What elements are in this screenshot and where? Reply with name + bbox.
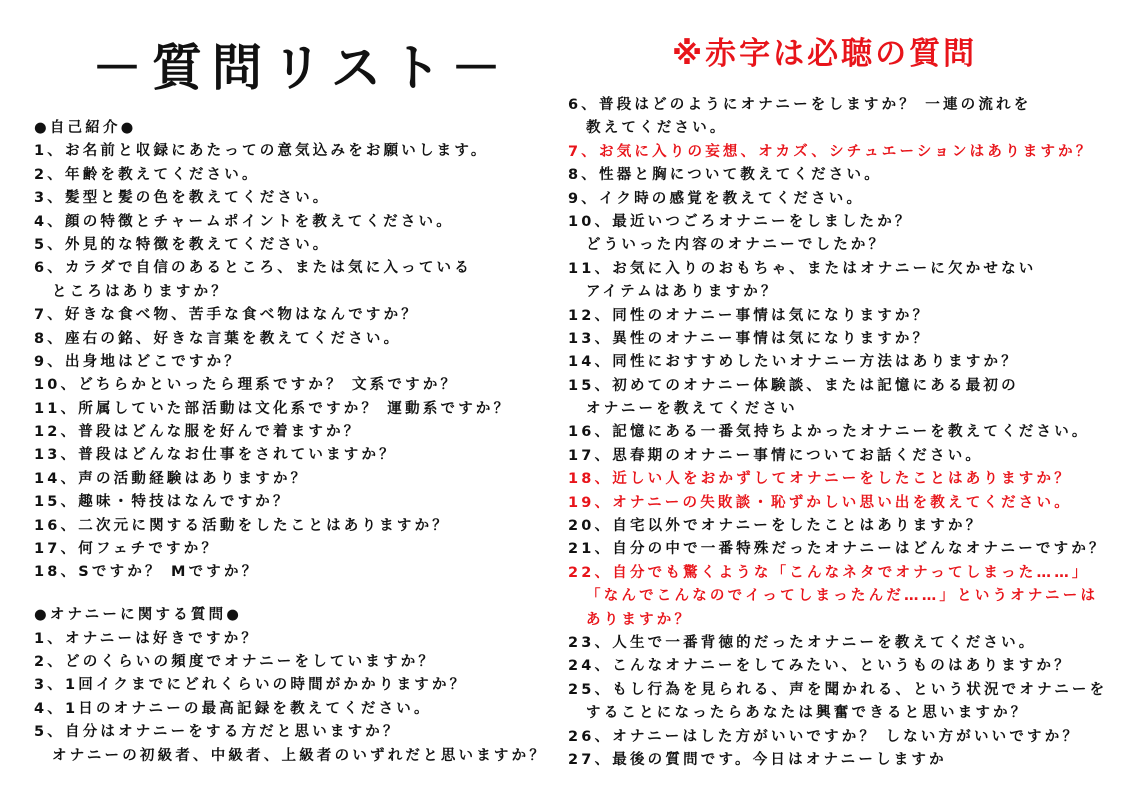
left-column	[34, 117, 547, 768]
question-item: 13、異性のオナニー事情は気になりますか？	[568, 330, 931, 347]
question-item: 1、オナニーは好きですか？	[34, 630, 260, 647]
question-item: 9、出身地はどこですか？	[34, 353, 242, 370]
question-item: 17、思春期のオナニー事情についてお話ください。	[568, 447, 984, 464]
question-item: 10、どちらかといったら理系ですか？ 文系ですか？	[34, 377, 459, 394]
question-item: 5、自分はオナニーをする方だと思いますか？	[34, 724, 401, 741]
question-item: 12、普段はどんな服を好んで着ますか？	[34, 424, 362, 441]
question-item: 16、二次元に関する活動をしたことはありますか？	[34, 517, 450, 534]
question-item: 11、お気に入りのおもちゃ、またはオナニーに欠かせない	[568, 260, 1037, 277]
question-item: 21、自分の中で一番特殊だったオナニーはどんなオナニーですか？	[568, 541, 1107, 558]
question-item: 1、お名前と収録にあたっての意気込みをお願いします。	[34, 143, 489, 160]
question-item: 12、同性のオナニー事情は気になりますか？	[568, 307, 931, 324]
question-item: 14、同性におすすめしたいオナニー方法はありますか？	[568, 354, 1019, 371]
required-question-item: 19、オナニーの失敗談・恥ずかしい思い出を教えてください。	[568, 494, 1072, 511]
question-item: オナニーを教えてください	[586, 401, 798, 418]
question-item: 4、顔の特徴とチャームポイントを教えてください。	[34, 213, 454, 230]
question-item: することになったらあなたは興奮できると思いますか？	[586, 705, 1029, 722]
question-item: 2、どのくらいの頻度でオナニーをしていますか？	[34, 654, 437, 671]
question-item: 8、性器と胸について教えてください。	[568, 167, 882, 184]
question-item: 5、外見的な特徴を教えてください。	[34, 236, 331, 253]
right-column	[568, 94, 1107, 772]
question-item: 26、オナニーはした方がいいですか？ しない方がいいですか？	[568, 728, 1081, 745]
required-question-item: ありますか？	[586, 611, 693, 628]
required-question-item: 22、自分でも驚くような「こんなネタでオナってしまった……」	[568, 564, 1090, 581]
question-item: ところはありますか？	[52, 283, 229, 300]
section-heading: ●オナニーに関する質問●	[34, 607, 243, 624]
question-item: 13、普段はどんなお仕事をされていますか？	[34, 447, 397, 464]
question-item: どういった内容のオナニーでしたか？	[586, 237, 887, 254]
question-item: 10、最近いつごろオナニーをしましたか？	[568, 213, 913, 230]
question-item: 16、記憶にある一番気持ちよかったオナニーを教えてください。	[568, 424, 1090, 441]
question-item: 20、自宅以外でオナニーをしたことはありますか？	[568, 518, 984, 535]
required-question-item: 「なんでこんなのでイってしまったんだ……」というオナニーは	[586, 588, 1099, 605]
question-item: 6、普段はどのようにオナニーをしますか？ 一連の流れを	[568, 97, 1032, 113]
question-item: 11、所属していた部活動は文化系ですか？ 運動系ですか？	[34, 400, 512, 417]
page-title: －質問リスト－	[92, 39, 511, 97]
question-item: 15、初めてのオナニー体験談、または記憶にある最初の	[568, 377, 1019, 394]
section-gap	[34, 585, 547, 605]
question-item: 3、髪型と髪の色を教えてください。	[34, 190, 331, 207]
section-heading: ●自己紹介●	[34, 120, 137, 136]
question-item: 2、年齢を教えてください。	[34, 166, 260, 183]
question-item: 教えてください。	[586, 120, 728, 137]
question-item: オナニーの初級者、中級者、上級者のいずれだと思いますか？	[52, 747, 548, 764]
question-item: 17、何フェチですか？	[34, 541, 220, 558]
question-item: 3、1回イクまでにどれくらいの時間がかかりますか？	[34, 677, 468, 694]
question-item: 8、座右の銘、好きな言葉を教えてください。	[34, 330, 402, 347]
required-question-item: 18、近しい人をおかずしてオナニーをしたことはありますか？	[568, 471, 1072, 488]
question-item: 9、イク時の感覚を教えてください。	[568, 190, 865, 207]
red-text-note: ※赤字は必聴の質問	[672, 36, 978, 72]
question-item: 4、1日のオナニーの最高記録を教えてください。	[34, 700, 432, 717]
question-item: 23、人生で一番背徳的だったオナニーを教えてください。	[568, 634, 1037, 651]
question-item: 7、好きな食べ物、苦手な食べ物はなんですか？	[34, 307, 419, 324]
question-item: 14、声の活動経験はありますか？	[34, 470, 309, 487]
question-item: 18、Sですか？ Mですか？	[34, 564, 260, 581]
question-item: 15、趣味・特技はなんですか？	[34, 494, 291, 511]
question-item: 27、最後の質問です。今日はオナニーしますか	[568, 751, 947, 768]
required-question-item: 7、お気に入りの妄想、オカズ、シチュエーションはありますか？	[568, 143, 1094, 160]
question-item: 24、こんなオナニーをしてみたい、というものはありますか？	[568, 658, 1072, 675]
question-item: アイテムはありますか？	[586, 284, 779, 301]
question-item: 25、もし行為を見られる、声を聞かれる、という状況でオナニーを	[568, 681, 1108, 698]
question-item: 6、カラダで自信のあるところ、または気に入っている	[34, 260, 472, 277]
